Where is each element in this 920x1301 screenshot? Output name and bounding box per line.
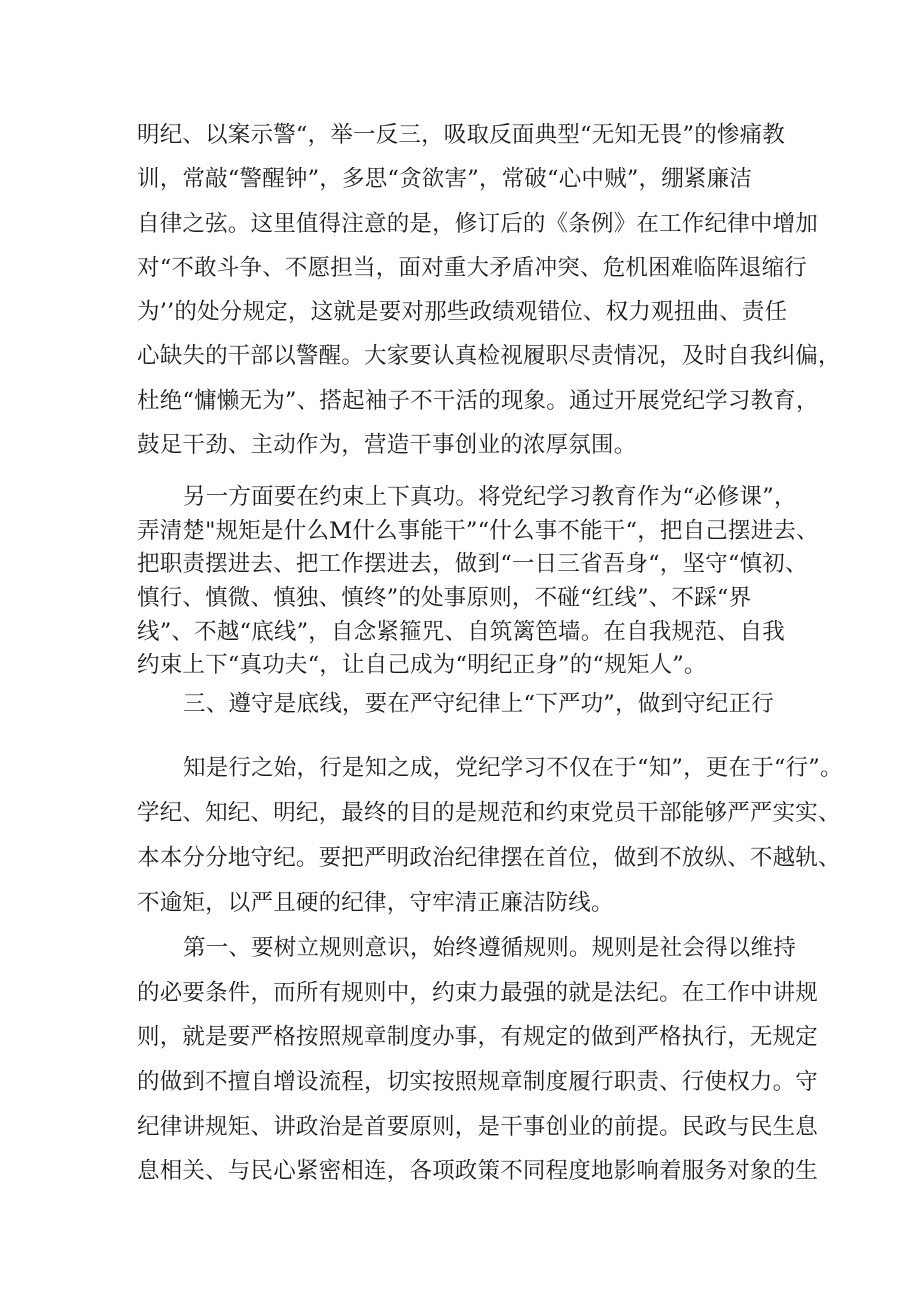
body-paragraph-5 (137, 926, 819, 1194)
text-line: 学纪、知纪、明纪，最终的目的是规范和约束党员干部能够严严实实、 (137, 800, 841, 826)
text-line: 对“不敢斗争、不愿担当，面对重大矛盾冲突、危机困难临阵退缩行 (137, 254, 808, 281)
body-paragraph-2 (137, 481, 819, 683)
body-paragraph-4 (137, 746, 843, 926)
text-line: 另一方面要在约束上下真功。将党纪学习教育作为“必修课”， (183, 484, 797, 510)
text-line: 自律之弦。这里值得注意的是，修订后的《条例》在工作纪律中增加 (137, 210, 819, 237)
text-line: 心缺失的干部以警醒。大家要认真检视履职尽责情况，及时自我纠偏， (137, 343, 841, 370)
text-line: 鼓足干劲、主动作为，营造干事创业的浓厚氛围。 (137, 432, 637, 459)
text-line: 息相关、与民心紧密相连，各项政策不同程度地影响着服务对象的生 (137, 1158, 819, 1185)
text-line: 线”、不越“底线”，自念紧箍咒、自筑篱笆墙。在自我规范、自我 (137, 618, 786, 645)
text-line: 杜绝“慵懒无为”、搭起袖子不干活的现象。通过开展党纪学习教育， (137, 387, 819, 414)
heading-text: 三、遵守是底线，要在严守纪律上“下严功”，做到守纪正行 (183, 691, 774, 717)
text-line: 不逾矩，以严且硬的纪律，守牢清正廉洁防线。 (137, 890, 614, 916)
text-line: 把职责摆进去、把工作摆进去，做到“一日三省吾身“，坚守“慎初、 (137, 551, 808, 578)
text-line: 训，常敲“警醒钟”，多思“贪欲害”，常破“心中贼”，绷紧廉洁 (137, 166, 753, 193)
text-line: 的必要条件，而所有规则中，约束力最强的就是法纪。在工作中讲规 (137, 979, 819, 1006)
body-paragraph-1 (137, 113, 841, 467)
section-heading-3 (137, 684, 797, 724)
text-line: 第一、要树立规则意识，始终遵循规则。规则是社会得以维持 (183, 935, 796, 961)
text-line: 知是行之始，行是知之成，党纪学习不仅在于“知”，更在于“行”。 (183, 755, 843, 781)
text-line: 的做到不擅自增设流程，切实按照规章制度履行职责、行使权力。守 (137, 1069, 819, 1096)
text-line: 弄清楚"规矩是什么M什么事能干”“什么事不能干“，把自己摆进去、 (137, 517, 819, 544)
text-line: 明纪、以案示警“，举一反三，吸取反面典型“无知无畏”的惨痛教 (137, 122, 786, 148)
text-line: 约束上下“真功夫“，让自己成为“明纪正身”的“规矩人”。 (137, 652, 707, 679)
text-line: 则，就是要严格按照规章制度办事，有规定的做到严格执行，无规定 (137, 1024, 819, 1051)
text-line: 为’’的处分规定，这就是要对那些政绩观错位、权力观扭曲、责任 (137, 299, 788, 326)
text-line: 慎行、慎微、慎独、慎终”的处事原则，不碰“红线”、不踩“界 (137, 585, 752, 612)
text-line: 纪律讲规矩、讲政治是首要原则，是干事创业的前提。民政与民生息 (137, 1113, 819, 1140)
text-line: 本本分分地守纪。要把严明政治纪律摆在首位，做到不放纵、不越轨、 (137, 845, 841, 871)
